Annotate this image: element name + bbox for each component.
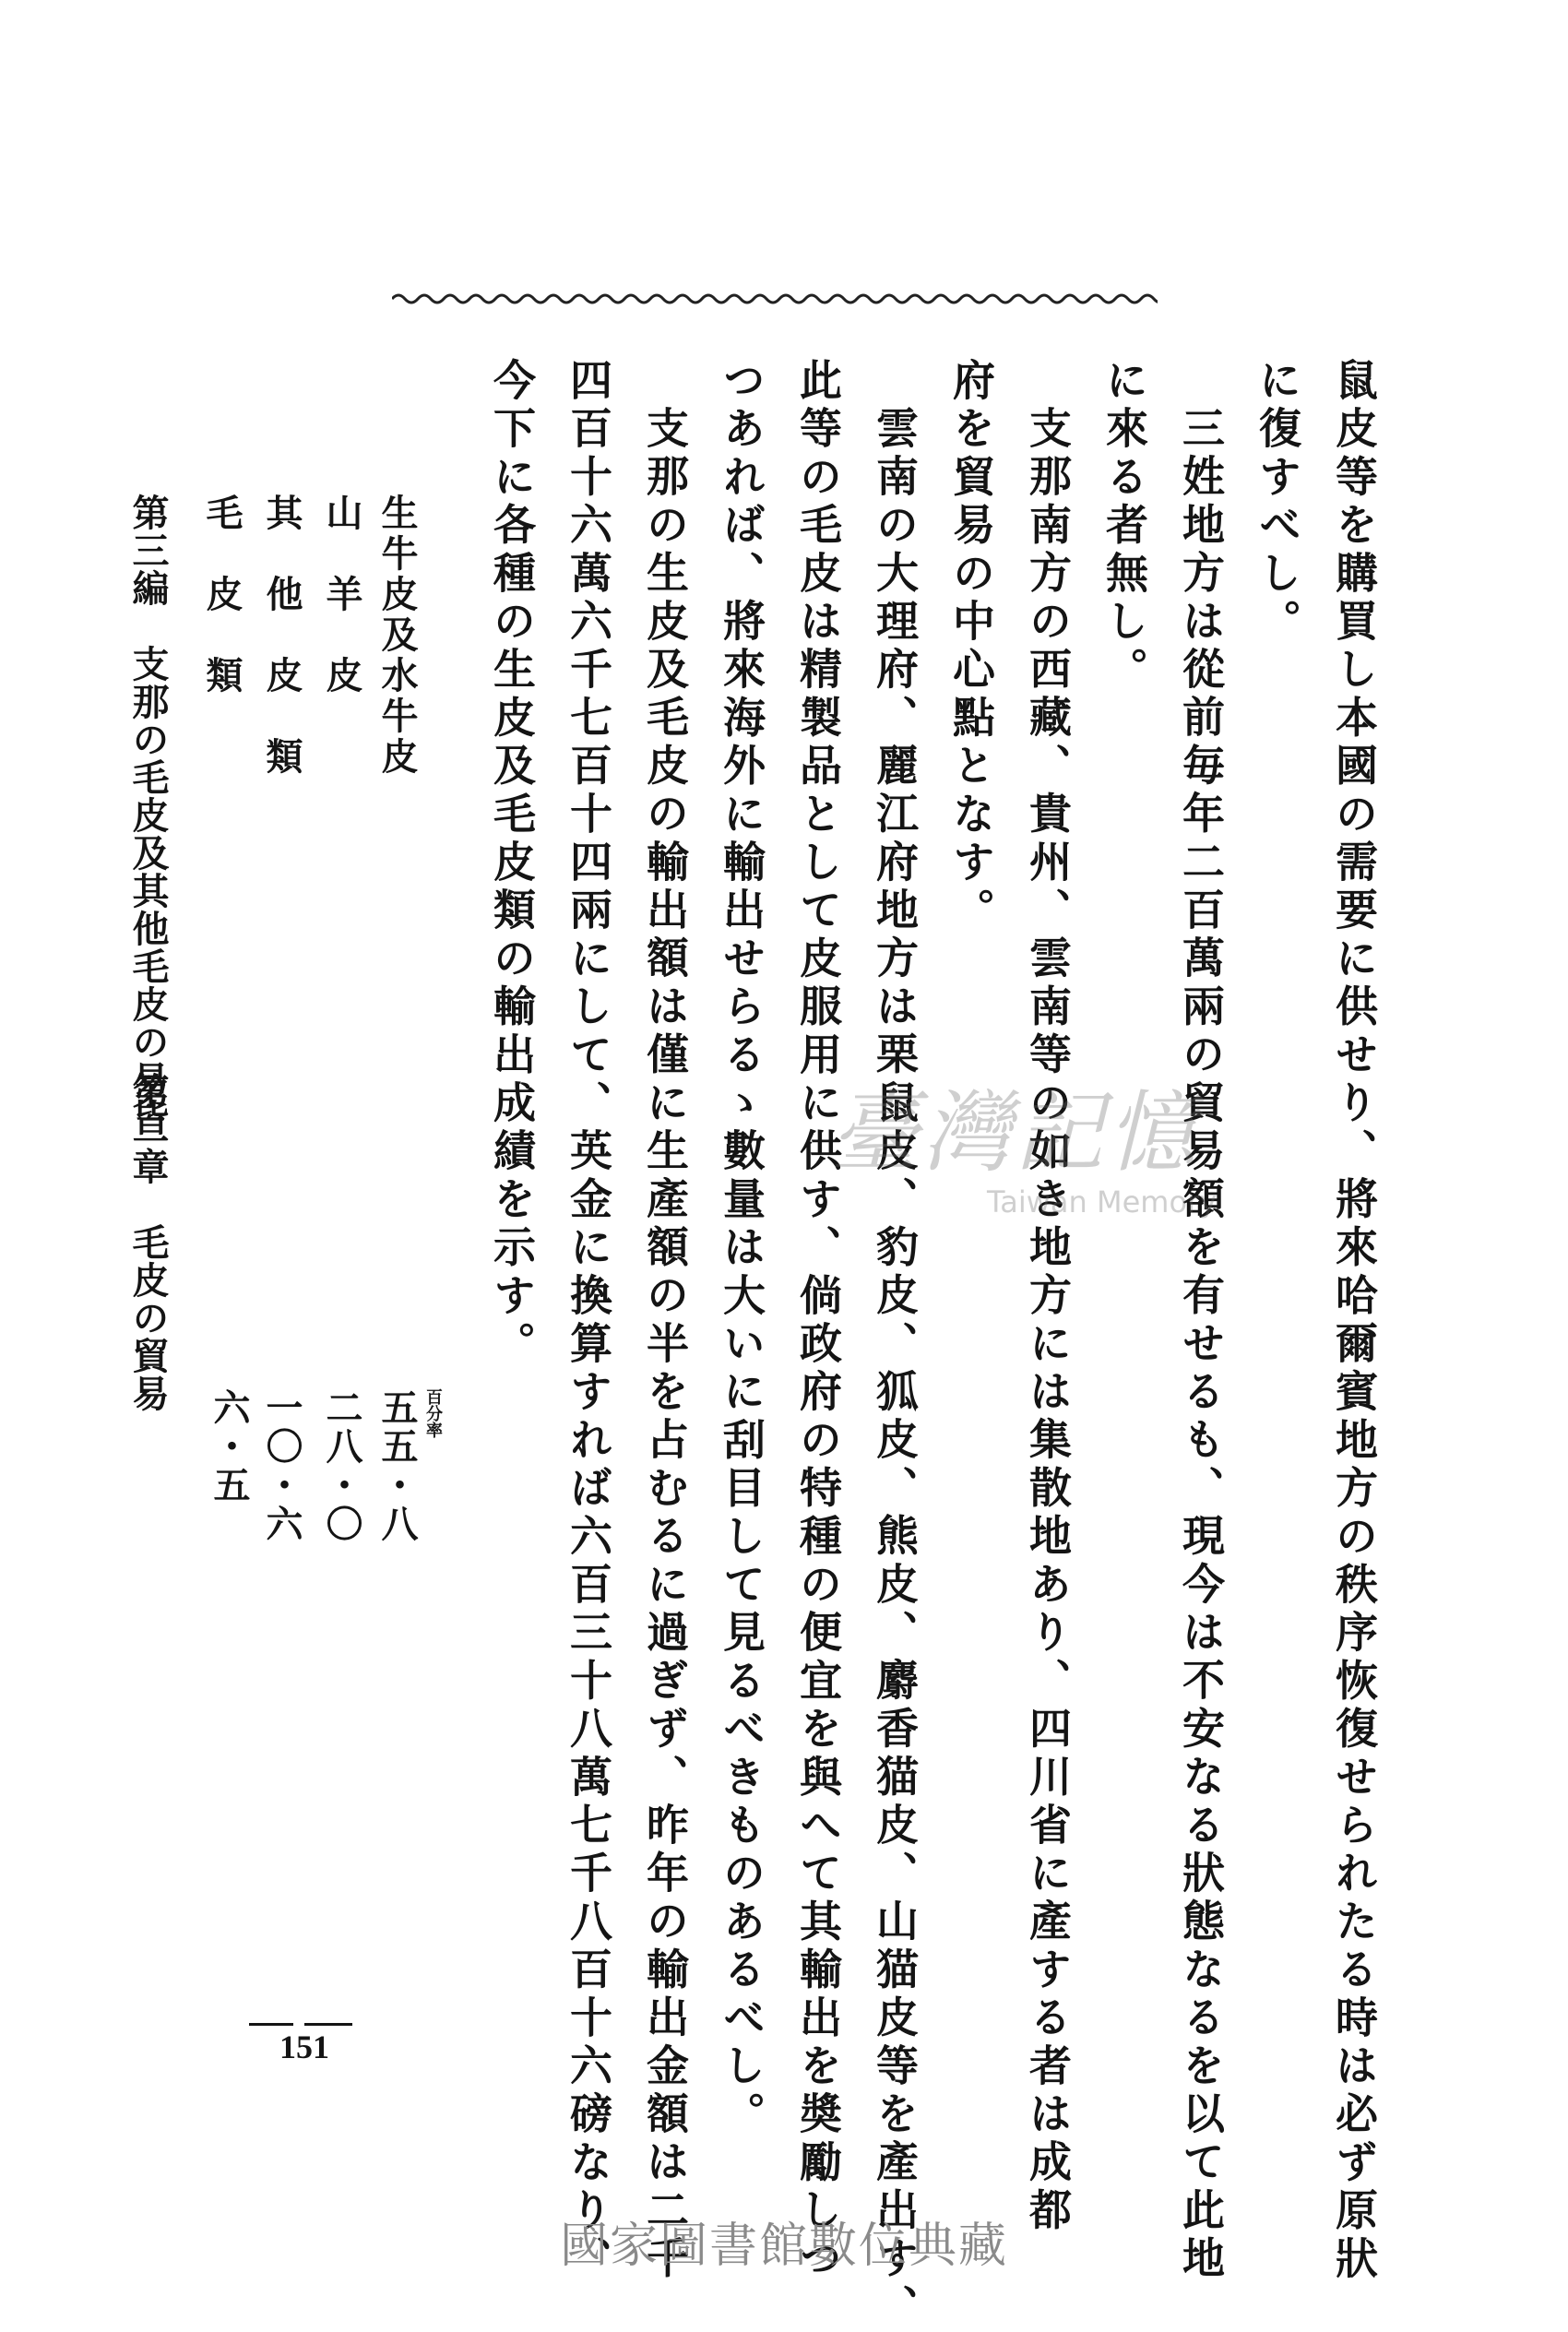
table-item-row-4: 毛 皮 類 [200,494,244,696]
wavy-divider [392,288,1158,310]
watermark-latin: Taiwan Memory [987,1184,1218,1220]
body-line-8: つあれば、將來海外に輸出せらるゝ數量は大いに刮目して見るべきものあるべし。 [717,358,766,2140]
table-unit-label: 百分率 [423,1388,443,1438]
body-line-6: 雲南の大理府、麗江府地方は栗鼠皮、豹皮、狐皮、熊皮、麝香猫皮、山猫皮等を產出す、 [870,406,920,2332]
body-line-5: 府を貿易の中心點となす。 [946,358,996,936]
body-line-9: 支那の生皮及毛皮の輸出額は僅に生產額の半を占むるに過ぎず、昨年の輸出金額は二千 [640,406,690,2284]
body-line-10: 四百十六萬六千七百十四兩にして、英金に換算すれば六百三十八萬七千八百十六磅なり、 [564,358,613,2284]
body-line-11: 今下に各種の生皮及毛皮類の輸出成績を示す。 [487,358,537,1370]
table-item-row-3: 其 他 皮 類 [260,494,303,778]
table-value-row-2: 二八・〇 [320,1388,363,1543]
running-head-chapter: 第二章 毛皮の貿易 [126,1072,170,1412]
watermark-characters: 臺灣記憶 [830,1081,1199,1184]
page-number: 151 [279,2029,329,2065]
table-item-row-2: 山 羊 皮 [320,494,363,696]
page-number-rule-right [304,2023,352,2026]
page-number-rule-left [249,2023,293,2026]
body-line-0: 鼠皮等を購買し本國の需要に供せり、將來哈爾賓地方の秩序恢復せられたる時は必ず原狀 [1329,358,1379,2284]
body-line-2: 三姓地方は從前毎年二百萬兩の貿易額を有せるも、現今は不安なる狀態なるを以て此地 [1176,406,1226,2284]
running-head-part: 第三編 支那の毛皮及其他毛皮の易皆 [126,494,170,1136]
body-line-7: 此等の毛皮は精製品として皮服用に供す、倘政府の特種の便宜を與へて其輸出を奬勵しつ [793,358,843,2284]
table-value-row-4: 六・五 [208,1388,251,1505]
body-line-3: に來る者無し。 [1099,358,1149,696]
watermark-logo [830,1081,1254,1301]
table-value-row-3: 一〇・六 [260,1388,303,1543]
body-line-1: に復すべし。 [1253,358,1302,648]
table-value-row-1: 五五・八 [375,1388,419,1543]
table-item-row-1: 生牛皮及水牛皮 [375,494,419,778]
body-line-4: 支那南方の西藏、貴州、雲南等の如き地方には集散地あり、四川省に產する者は成都 [1023,406,1073,2236]
footer-archive-label: 國家圖書館數位典藏 [559,2219,1008,2274]
